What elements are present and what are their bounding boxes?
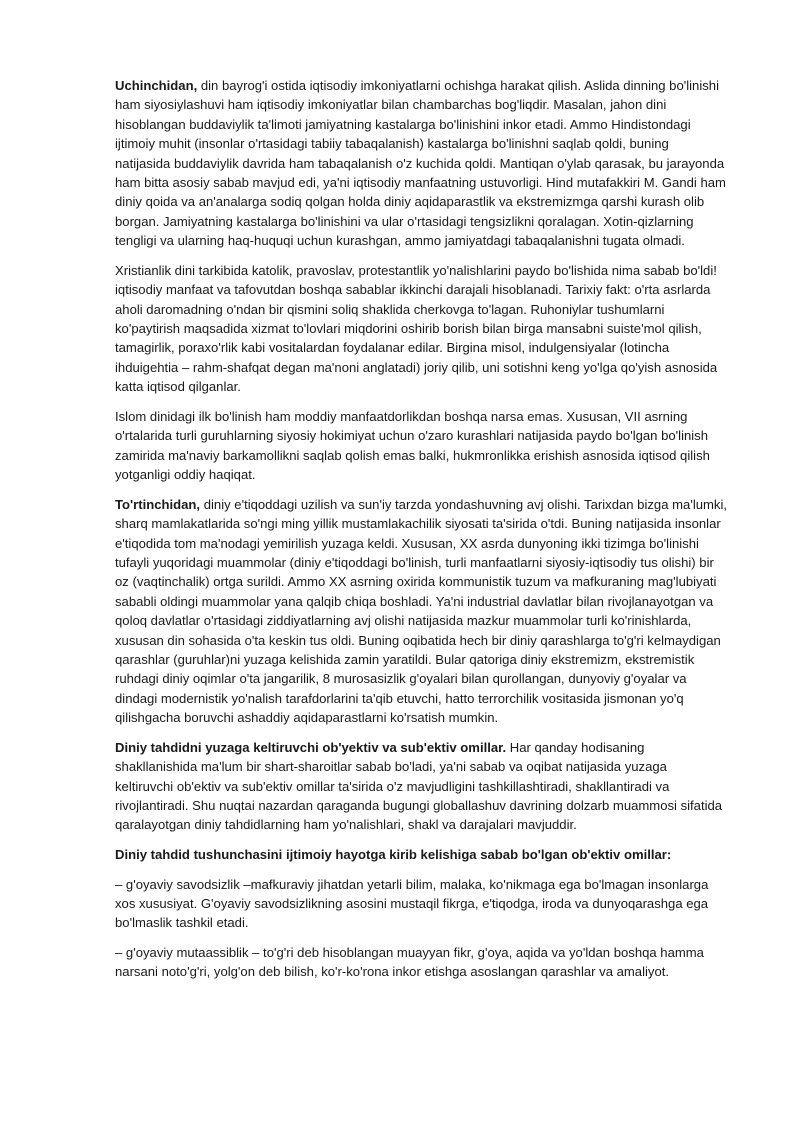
paragraph-lead: To'rtinchidan,	[115, 496, 201, 512]
paragraph-islom	[115, 407, 727, 485]
list-item-goyaviy-savodsizlik	[115, 875, 727, 933]
paragraph-diniy-tahdid-omillar	[115, 738, 727, 835]
list-item-goyaviy-mutaassiblik	[115, 943, 727, 982]
paragraph-text: Har qanday hodisaning shakllanishida ma'lum bir shart-sharoitlar sabab bo'ladi, ya'ni sabab va oqibat natijasida yuzaga keltiruvchi ob'ektiv va sub'ektiv omillar ta'sirida o'z mavjudligini tashkillashtiradi, shakllantiradi va rivojlantiradi. Shu nuqtai nazardan qaraganda bugungi globallashuv davrining dolzarb muammosi sifatida qaralayotgan diniy tahdidlarning ham yo'nalishlari, shakl va darajalari mavjuddir.	[115, 739, 723, 833]
paragraph-uchinchidan	[115, 76, 727, 251]
paragraph-tortinchidan	[115, 495, 727, 728]
document-page	[115, 76, 727, 992]
paragraph-lead: Diniy tahdid tushunchasini ijtimoiy hayotga kirib kelishiga sabab bo'lgan ob'ektiv omillar:	[115, 846, 672, 862]
paragraph-text: Islom dinidagi ilk bo'linish ham moddiy manfaatdorlikdan boshqa narsa emas. Xususan, VII asrning o'rtalarida turli guruhlarning siyosiy hokimiyat uchun o'zaro kurashlari natijasida paydo bo'lgan bo'linish zamirida ma'naviy barkamollikni saqlab qolish emas balki, hukmronlikka erishish asnosida iqtisod qilish yotganligi oddiy haqiqat.	[115, 408, 710, 483]
paragraph-text: Xristianlik dini tarkibida katolik, pravoslav, protestantlik yo'nalishlarini paydo bo'lishida nima sabab bo'ldi! iqtisodiy manfaat va tafovutdan boshqa sabablar ikkinchi darajali hisoblanadi. Tarixiy fakt: o'rta asrlarda aholi daromadning o'ndan bir qismini soliq shaklida cherkovga to'lagan. Ruhoniylar tushumlarni ko'paytirish maqsadida xizmat to'lovlari miqdorini oshirib borish bilan birga mansabni suiste'mol qilish, tamagirlik, poraxo'rlik kabi vositalardan foydalanar edilar. Birgina misol, indulgensiyalar (lotincha ihduigehtia – rahm-shafqat degan ma'noni anglatadi) joriy qilib, uni sotishni keng yo'lga qo'yish asnosida katta iqtisod qilganlar.	[115, 262, 718, 395]
paragraph-xristianlik	[115, 261, 727, 397]
section-heading-obektiv-omillar	[115, 845, 727, 864]
paragraph-text: diniy e'tiqoddagi uzilish va sun'iy tarzda yondashuvning avj olishi. Tarixdan bizga ma'lumki, sharq mamlakatlarida so'ngi ming yillik mustamlakachilik siyosati ta'sirida o'tdi. Buning natijasida insonlar e'tiqodida tom ma'nodagi yemirilish yuzaga keldi. Xususan, XX asrda dunyoning ikki tizimga bo'linishi tufayli yuqoridagi muammolar (diniy e'tiqoddagi bo'linish, turli manfaatlarni siyosiy-iqtisodiy tus olishi) bir oz (vaqtinchalik) ortga surildi. Ammo XX asrning oxirida kommunistik tuzum va mafkuraning mag'lubiyati sababli oldingi muammolar yana qalqib chiqa boshladi. Ya'ni industrial davlatlar bilan rivojlanayotgan va qoloq davlatlar o'rtasidagi ziddiyatlarning avj olishi natijasida mazkur muammolar turli ko'rinishlarda, xususan din sohasida o'ta keskin tus oldi. Buning oqibatida hech bir diniy qarashlarga to'g'ri kelmaydigan qarashlar (guruhlar)ni yuzaga kelishida zamin yaratildi. Bular qatoriga diniy ekstremizm, ekstremistik ruhdagi diniy oqimlar o'ta jangarilik, 8 murosasizlik g'oyalari bilan qurollangan, dunyoviy g'oyalar va dindagi modernistik yo'nalish tarafdorlarini ta'qib etuvchi, hatto terrorchilik vositasida jismonan yo'q qilishgacha boruvchi ashaddiy aqidaparastlarni ko'rsatish mumkin.	[115, 496, 728, 726]
paragraph-text: – g'oyaviy savodsizlik –mafkuraviy jihatdan yetarli bilim, malaka, ko'nikmaga ega bo'lmagan insonlarga xos xususiyat. G'oyaviy savodsizlikning asosini mustaqil fikrga, e'tiqodga, iroda va dunyoqarashga ega bo'lmaslik tashkil etadi.	[115, 876, 709, 931]
paragraph-lead: Uchinchidan,	[115, 78, 198, 93]
paragraph-text: – g'oyaviy mutaassiblik – to'g'ri deb hisoblangan muayyan fikr, g'oya, aqida va yo'ldan boshqa hamma narsani noto'g'ri, yolg'on deb bilish, ko'r-ko'rona inkor etishga asoslangan qarashlar va amaliyot.	[115, 944, 704, 980]
paragraph-text: din bayrog'i ostida iqtisodiy imkoniyatlarni ochishga harakat qilish. Aslida dinning bo'linishi ham siyosiylashuvi ham iqtisodiy imkoniyatlar bilan chambarchas bog'liqdir. Masalan, jahon dini hisoblangan buddaviylik ta'limoti jamiyatning kastalarga bo'linishini inkor etadi. Ammo Hindistondagi ijtimoiy muhit (insonlar o'rtasidagi tabiiy tabaqalanish) kastalarga bo'linishni saqlab qoldi, buning natijasida buddaviylik davrida ham tabaqalanish o'z kuchida qoldi. Mantiqan o'ylab qarasak, bu jarayonda ham bitta asosiy sabab mavjud edi, ya'ni iqtisodiy manfaatning ustuvorligi. Hind mutafakkiri M. Gandi ham diniy qoida va an'analarga sodiq qolgan holda diniy aqidaparastlik va ekstremizmga qarshi kurash olib borgan. Jamiyatning kastalarga bo'linishini va ular o'rtasidagi tengsizlikni qoralagan. Xotin-qizlarning tengligi va ularning haq-huquqi uchun kurashgan, ammo jamiyatdagi tabaqalanishni tugata olmadi.	[115, 78, 726, 249]
paragraph-lead: Diniy tahdidni yuzaga keltiruvchi ob'yektiv va sub'ektiv omillar.	[115, 739, 507, 755]
